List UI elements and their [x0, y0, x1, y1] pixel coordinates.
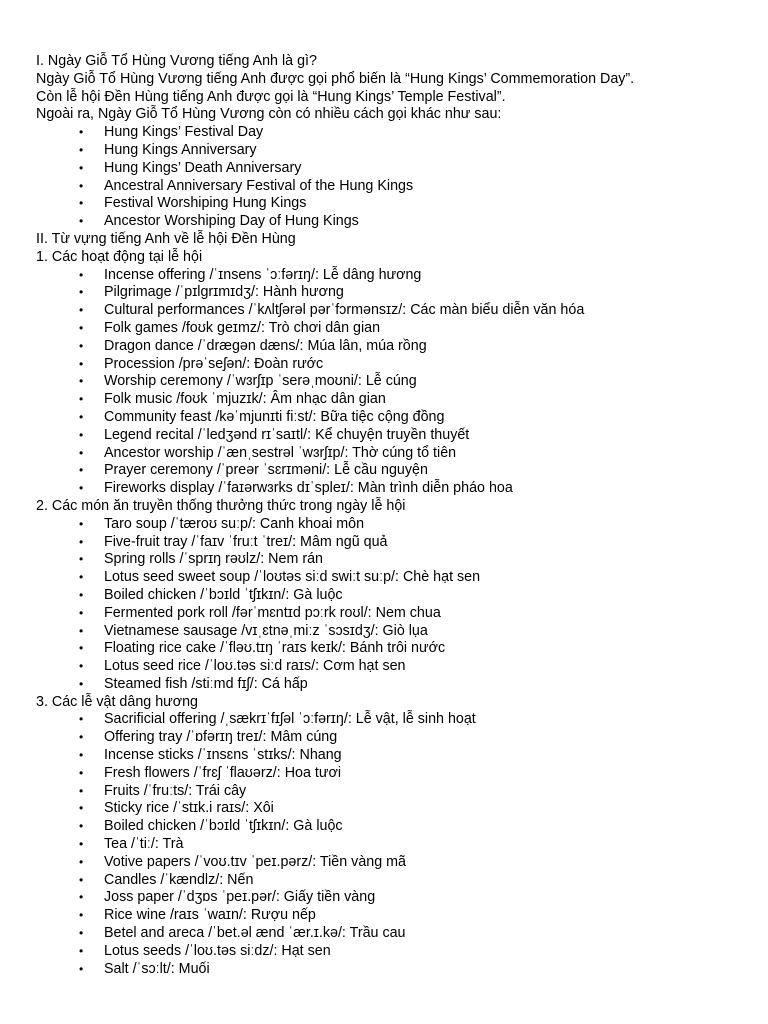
list-item	[36, 445, 756, 463]
list-item-text: Ancestral Anniversary Festival of the Hung Kings	[104, 177, 414, 194]
list-item-text: Festival Worshiping Hung Kings	[104, 195, 307, 212]
subsection-title: 3. Các lễ vật dâng hương	[36, 693, 199, 710]
list-item-text: Floating rice cake /ˈfləʊ.tɪŋ ˈraɪs keɪk/: Bánh trôi nước	[104, 640, 446, 657]
bullet-icon: •	[79, 890, 84, 905]
list-item-text: Lotus seeds /ˈloʊ.təs siːdz/: Hạt sen	[104, 942, 331, 959]
bullet-icon: •	[79, 854, 84, 869]
list-item	[36, 551, 756, 569]
bullet-icon: •	[79, 801, 84, 816]
list-item	[36, 195, 756, 213]
bullet-icon: •	[79, 409, 84, 424]
bullet-icon: •	[79, 605, 84, 620]
list-item-text: Fermented pork roll /fərˈmɛntɪd pɔːrk roʊl/: Nem chua	[104, 604, 441, 621]
list-item	[36, 302, 756, 320]
bullet-icon: •	[79, 623, 84, 638]
list-item-text: Procession /prəˈseʃən/: Đoàn rước	[104, 355, 324, 372]
list-item-text: Boiled chicken /ˈbɔɪld ˈtʃɪkɪn/: Gà luộc	[104, 586, 343, 603]
list-item	[36, 765, 756, 783]
list-item-text: Joss paper /ˈdʒɒs ˈpeɪ.pər/: Giấy tiền vàng	[104, 889, 376, 906]
bullet-icon: •	[79, 303, 84, 318]
bullet-icon: •	[79, 125, 84, 140]
list-item	[36, 854, 756, 872]
list-item-text: Sacrificial offering /ˌsækrɪˈfɪʃəl ˈɔːfərɪŋ/: Lễ vật, lễ sinh hoạt	[104, 711, 476, 728]
bullet-icon: •	[79, 356, 84, 371]
bullet-icon: •	[79, 516, 84, 531]
bullet-icon: •	[79, 534, 84, 549]
list-item	[36, 800, 756, 818]
bullet-icon: •	[79, 926, 84, 941]
subsection-title: 1. Các hoạt động tại lễ hội	[36, 248, 203, 265]
list-item	[36, 284, 756, 302]
bullet-icon: •	[79, 837, 84, 852]
list-item-text: Tea /ˈtiː/: Trà	[104, 836, 184, 853]
list-item	[36, 480, 756, 498]
list-item	[36, 711, 756, 729]
list-item	[36, 160, 756, 178]
bullet-icon: •	[79, 552, 84, 567]
intro-paragraph-2: Còn lễ hội Đền Hùng tiếng Anh được gọi là “Hung Kings’ Temple Festival”.	[36, 88, 506, 105]
list-item-text: Incense offering /ˈɪnsens ˈɔːfərɪŋ/: Lễ dâng hương	[104, 266, 422, 283]
list-item	[36, 925, 756, 943]
list-item	[36, 516, 756, 534]
bullet-icon: •	[79, 285, 84, 300]
bullet-icon: •	[79, 392, 84, 407]
list-item-text: Fireworks display /ˈfaɪərwɜrks dɪˈspleɪ/: Màn trình diễn pháo hoa	[104, 480, 513, 497]
list-item	[36, 534, 756, 552]
bullet-icon: •	[79, 765, 84, 780]
list-item-text: Dragon dance /ˈdrægən dæns/: Múa lân, múa rồng	[104, 337, 427, 354]
list-item	[36, 569, 756, 587]
bullet-icon: •	[79, 908, 84, 923]
vocabulary-sections	[36, 249, 756, 979]
list-item	[36, 267, 756, 285]
bullet-icon: •	[79, 142, 84, 157]
alternative-names-list	[36, 124, 756, 231]
list-item	[36, 391, 756, 409]
list-item	[36, 836, 756, 854]
bullet-icon: •	[79, 961, 84, 976]
intro-paragraph-1: Ngày Giỗ Tổ Hùng Vương tiếng Anh được gọi phổ biến là “Hung Kings’ Commemoration Day”.	[36, 70, 635, 87]
bullet-icon: •	[79, 570, 84, 585]
bullet-icon: •	[79, 214, 84, 229]
list-item	[36, 943, 756, 961]
list-item-text: Salt /ˈsɔːlt/: Muối	[104, 960, 210, 977]
list-item	[36, 356, 756, 374]
list-item	[36, 373, 756, 391]
list-item-text: Hung Kings’ Festival Day	[104, 124, 264, 141]
bullet-icon: •	[79, 712, 84, 727]
list-item	[36, 124, 756, 142]
list-item	[36, 818, 756, 836]
list-item	[36, 747, 756, 765]
bullet-icon: •	[79, 748, 84, 763]
list-item-text: Lotus seed rice /ˈloʊ.təs siːd raɪs/: Cơm hạt sen	[104, 658, 406, 675]
list-item	[36, 605, 756, 623]
vocabulary-list	[36, 267, 756, 498]
list-item-text: Pilgrimage /ˈpɪlgrɪmɪdʒ/: Hành hương	[104, 284, 344, 301]
bullet-icon: •	[79, 320, 84, 335]
subsection-title: 2. Các món ăn truyền thống thưởng thức trong ngày lễ hội	[36, 497, 406, 514]
list-item-text: Rice wine /raɪs ˈwaɪn/: Rượu nếp	[104, 907, 316, 924]
list-item-text: Vietnamese sausage /vɪˌɛtnəˌmiːz ˈsɔsɪdʒ/: Giò lụa	[104, 622, 428, 639]
list-item-text: Incense sticks /ˈɪnsɛns ˈstɪks/: Nhang	[104, 747, 342, 764]
list-item-text: Cultural performances /ˈkʌltʃərəl pərˈfɔrmənsɪz/: Các màn biểu diễn văn hóa	[104, 302, 585, 319]
list-item-text: Ancestor Worshiping Day of Hung Kings	[104, 213, 359, 230]
list-item	[36, 783, 756, 801]
list-item	[36, 658, 756, 676]
list-item	[36, 338, 756, 356]
list-item-text: Ancestor worship /ˈænˌsestrəl ˈwɜrʃɪp/: Thờ cúng tổ tiên	[104, 444, 457, 461]
list-item	[36, 142, 756, 160]
bullet-icon: •	[79, 463, 84, 478]
bullet-icon: •	[79, 178, 84, 193]
list-item-text: Community feast /kəˈmjunɪti fiːst/: Bữa tiệc cộng đồng	[104, 408, 445, 425]
bullet-icon: •	[79, 196, 84, 211]
heading-section-1: I. Ngày Giỗ Tổ Hùng Vương tiếng Anh là gì?	[36, 53, 317, 69]
list-item	[36, 907, 756, 925]
bullet-icon: •	[79, 819, 84, 834]
bullet-icon: •	[79, 267, 84, 282]
bullet-icon: •	[79, 481, 84, 496]
bullet-icon: •	[79, 427, 84, 442]
list-item	[36, 872, 756, 890]
list-item-text: Betel and areca /ˈbet.əl ænd ˈær.ɪ.kə/: Trầu cau	[104, 925, 406, 942]
bullet-icon: •	[79, 730, 84, 745]
list-item-text: Legend recital /ˈledʒənd rɪˈsaɪtl/: Kể chuyện truyền thuyết	[104, 426, 470, 443]
list-item	[36, 623, 756, 641]
list-item	[36, 427, 756, 445]
list-item-text: Spring rolls /ˈsprɪŋ rəʊlz/: Nem rán	[104, 551, 323, 568]
bullet-icon: •	[79, 641, 84, 656]
list-item	[36, 640, 756, 658]
list-item	[36, 889, 756, 907]
list-item-text: Candles /ˈkændlz/: Nến	[104, 871, 254, 888]
document-page	[36, 53, 756, 978]
list-item-text: Worship ceremony /ˈwɜrʃɪp ˈserəˌmoʊni/: Lễ cúng	[104, 373, 417, 390]
list-item-text: Folk games /foʊk geɪmz/: Trò chơi dân gian	[104, 319, 381, 336]
bullet-icon: •	[79, 338, 84, 353]
bullet-icon: •	[79, 445, 84, 460]
bullet-icon: •	[79, 783, 84, 798]
bullet-icon: •	[79, 872, 84, 887]
heading-section-2: II. Từ vựng tiếng Anh về lễ hội Đền Hùng	[36, 230, 296, 247]
list-item-text: Lotus seed sweet soup /ˈloʊtəs siːd swiːt suːp/: Chè hạt sen	[104, 569, 481, 586]
bullet-icon: •	[79, 587, 84, 602]
list-item-text: Prayer ceremony /ˈpreər ˈsɛrɪməni/: Lễ cầu nguyện	[104, 462, 428, 479]
list-item	[36, 178, 756, 196]
list-item-text: Steamed fish /stiːmd fɪʃ/: Cá hấp	[104, 675, 308, 692]
list-item-text: Votive papers /ˈvoʊ.tɪv ˈpeɪ.pərz/: Tiền vàng mã	[104, 853, 407, 870]
bullet-icon: •	[79, 676, 84, 691]
list-item	[36, 676, 756, 694]
vocabulary-list	[36, 711, 756, 978]
list-item	[36, 587, 756, 605]
list-item-text: Hung Kings’ Death Anniversary	[104, 159, 302, 176]
list-item-text: Sticky rice /ˈstɪk.i raɪs/: Xôi	[104, 800, 274, 817]
list-item	[36, 729, 756, 747]
bullet-icon: •	[79, 943, 84, 958]
bullet-icon: •	[79, 659, 84, 674]
list-item-text: Offering tray /ˈɒfərɪŋ treɪ/: Mâm cúng	[104, 729, 338, 746]
list-item-text: Fruits /ˈfruːts/: Trái cây	[104, 782, 247, 799]
bullet-icon: •	[79, 160, 84, 175]
list-item	[36, 409, 756, 427]
list-item	[36, 213, 756, 231]
vocabulary-list	[36, 516, 756, 694]
bullet-icon: •	[79, 374, 84, 389]
list-item-text: Taro soup /ˈtæroʊ suːp/: Canh khoai môn	[104, 515, 365, 532]
list-item	[36, 320, 756, 338]
list-item-text: Hung Kings Anniversary	[104, 141, 257, 158]
list-item-text: Boiled chicken /ˈbɔɪld ˈtʃɪkɪn/: Gà luộc	[104, 818, 343, 835]
intro-paragraph-3: Ngoài ra, Ngày Giỗ Tổ Hùng Vương còn có nhiều cách gọi khác như sau:	[36, 106, 502, 123]
list-item-text: Folk music /foʊk ˈmjuzɪk/: Âm nhạc dân gian	[104, 391, 386, 408]
list-item-text: Fresh flowers /ˈfrɛʃ ˈflaʊərz/: Hoa tươi	[104, 764, 342, 781]
list-item-text: Five-fruit tray /ˈfaɪv ˈfruːt ˈtreɪ/: Mâm ngũ quả	[104, 533, 388, 550]
list-item	[36, 961, 756, 979]
list-item	[36, 462, 756, 480]
